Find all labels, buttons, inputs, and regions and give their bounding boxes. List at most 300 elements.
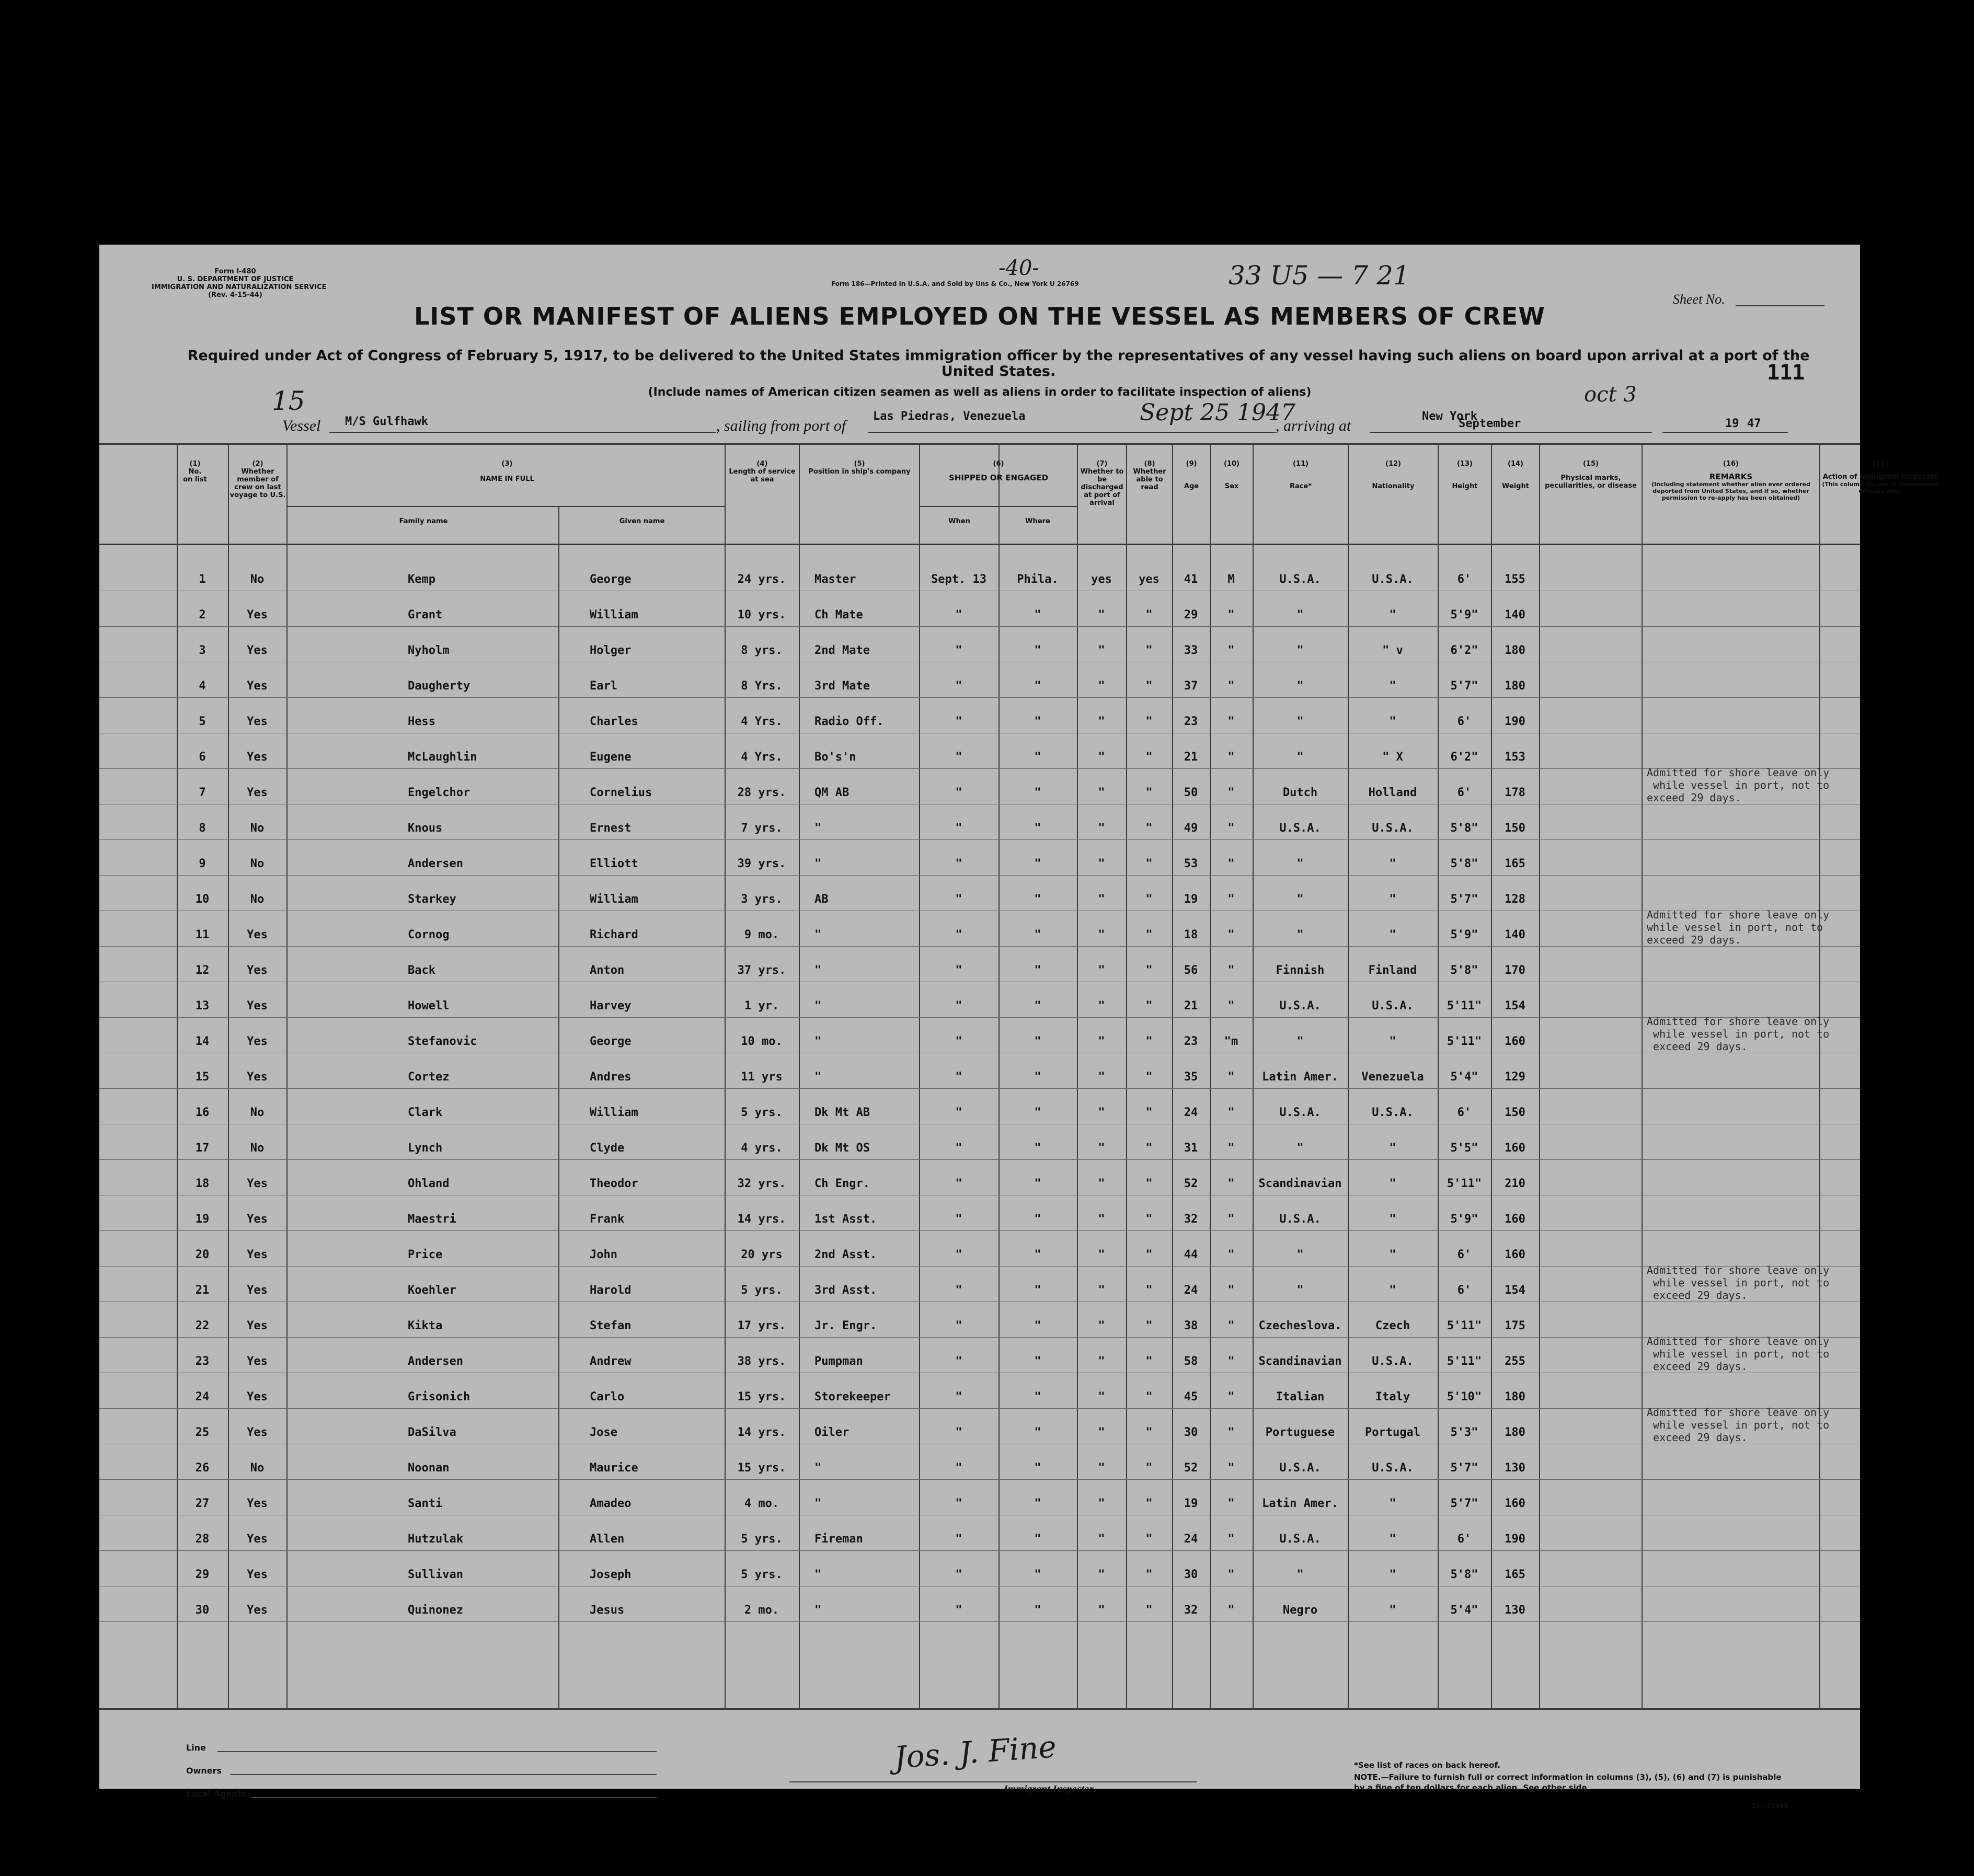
cell-disch: " (1098, 1604, 1105, 1617)
cell-weight: 175 (1505, 1319, 1525, 1332)
cell-weight: 190 (1505, 715, 1525, 728)
cell-position: Ch Mate (814, 608, 863, 622)
cell-sex: " (1227, 964, 1235, 977)
cell-read: " (1145, 1284, 1153, 1297)
cell-disch: " (1098, 893, 1105, 906)
cell-disch: " (1098, 1533, 1105, 1546)
cell-sex: " (1227, 1213, 1235, 1226)
cell-when: " (955, 857, 962, 870)
cell-disch: " (1098, 1284, 1105, 1297)
cell-height: 5'11" (1447, 1355, 1482, 1368)
cell-given: Jesus (590, 1604, 625, 1617)
cell-last: Yes (247, 1426, 268, 1439)
cell-last: Yes (247, 1568, 268, 1581)
cell-sex: " (1227, 680, 1235, 693)
col-9-header: (9) Age (1184, 460, 1199, 490)
cell-disch: " (1098, 928, 1105, 941)
cell-race: " (1296, 715, 1304, 728)
cell-nat: U.S.A. (1372, 1355, 1414, 1368)
cell-where: " (1034, 715, 1041, 728)
cell-last: Yes (247, 1604, 268, 1617)
cell-read: " (1145, 1355, 1153, 1368)
cell-service: 38 yrs. (737, 1355, 786, 1368)
cell-last: No (250, 893, 265, 906)
cell-disch: " (1098, 1035, 1105, 1048)
cell-nat: U.S.A. (1372, 1461, 1414, 1475)
cell-sex: "m (1224, 1035, 1238, 1048)
cell-nat: " (1389, 928, 1396, 941)
row-rule (99, 839, 1860, 840)
cell-age: 56 (1184, 964, 1198, 977)
cell-sex: " (1227, 1533, 1235, 1546)
cell-nat: Holland (1368, 786, 1417, 799)
cell-n: 9 (199, 857, 206, 870)
cell-where: " (1034, 1319, 1041, 1332)
cell-family: Clark (408, 1106, 443, 1119)
cell-disch: " (1098, 1071, 1105, 1084)
cell-weight: 160 (1505, 1213, 1525, 1226)
col-3b-header: Given name (619, 517, 665, 525)
cell-weight: 140 (1505, 608, 1525, 622)
cell-weight: 160 (1505, 1035, 1525, 1048)
table-top-rule (99, 443, 1860, 445)
cell-when: " (955, 1248, 962, 1261)
cell-position: 3rd Asst. (814, 1284, 877, 1297)
cell-age: 50 (1184, 786, 1198, 799)
cell-where: " (1034, 786, 1041, 799)
cell-service: 37 yrs. (737, 964, 786, 977)
cell-n: 15 (195, 1071, 210, 1084)
cell-n: 27 (195, 1497, 210, 1510)
cell-disch: " (1098, 786, 1105, 799)
cell-nat: " (1389, 715, 1396, 728)
row-rule (99, 1550, 1860, 1551)
cell-read: " (1145, 1248, 1153, 1261)
row-rule (99, 697, 1860, 698)
cell-where: " (1034, 1390, 1041, 1403)
cell-sex: " (1227, 1568, 1235, 1581)
cell-service: 4 mo. (744, 1497, 779, 1510)
cell-read: " (1145, 1497, 1153, 1510)
cell-weight: 178 (1505, 786, 1525, 799)
cell-n: 21 (195, 1284, 210, 1297)
remark-stamp: Admitted for shore leave only while vessel in port, not to exceed 29 days. (1647, 766, 1830, 804)
col-6a-header: When (948, 517, 970, 525)
cell-sex: " (1227, 1071, 1235, 1084)
cell-weight: 140 (1505, 928, 1525, 941)
cell-position: " (814, 928, 822, 941)
cell-read: " (1145, 1319, 1153, 1332)
cell-family: Knous (408, 822, 443, 835)
row-rule (99, 1408, 1860, 1409)
cell-disch: " (1098, 608, 1105, 622)
cell-n: 18 (195, 1177, 210, 1190)
cell-family: Lynch (408, 1142, 443, 1155)
cell-sex: " (1227, 1461, 1235, 1475)
cell-when: " (955, 822, 962, 835)
cell-disch: " (1098, 1355, 1105, 1368)
cell-position: " (814, 822, 822, 835)
cell-where: " (1034, 1426, 1041, 1439)
cell-age: 58 (1184, 1355, 1198, 1368)
cell-last: Yes (247, 680, 268, 693)
cell-read: " (1145, 857, 1153, 870)
cell-n: 24 (195, 1390, 210, 1403)
cell-age: 30 (1184, 1426, 1198, 1439)
cell-service: 11 yrs (741, 1071, 783, 1084)
cell-height: 5'8" (1450, 1568, 1478, 1581)
cell-when: " (955, 1071, 962, 1084)
cell-last: Yes (247, 1355, 268, 1368)
owners-label: Owners (186, 1766, 222, 1776)
agents-label: Local Agents (186, 1789, 247, 1799)
cell-disch: " (1098, 964, 1105, 977)
cell-position: 2nd Mate (814, 644, 870, 657)
col-17-header: (17) Action of Immigrant Inspector (This column for use of Government officials only) (1822, 460, 1939, 494)
cell-where: " (1034, 680, 1041, 693)
inspector-label: Immigrant Inspector. (1004, 1783, 1096, 1795)
cell-weight: 130 (1505, 1604, 1525, 1617)
cell-sex: " (1227, 751, 1235, 764)
row-rule (99, 1266, 1860, 1267)
cell-nat: U.S.A. (1372, 822, 1414, 835)
cell-service: 4 yrs. (741, 1142, 783, 1155)
cell-nat: " (1389, 893, 1396, 906)
vessel-label: Vessel (282, 417, 321, 434)
year-prefix: 19 (1725, 417, 1739, 430)
signature-line (789, 1781, 1197, 1782)
cell-height: 6'2" (1450, 644, 1478, 657)
cell-service: 39 yrs. (737, 857, 786, 870)
cell-last: Yes (247, 1213, 268, 1226)
cell-height: 5'4" (1450, 1071, 1478, 1084)
row-rule (99, 1621, 1860, 1622)
cell-given: Amadeo (590, 1497, 632, 1510)
row-rule (99, 1337, 1860, 1338)
cell-height: 6' (1457, 1106, 1472, 1119)
cell-given: William (590, 893, 638, 906)
cell-age: 24 (1184, 1106, 1198, 1119)
col-8-header: (8) Whether able to read (1133, 460, 1166, 491)
cell-race: " (1296, 893, 1304, 906)
cell-last: Yes (247, 1035, 268, 1048)
col-5-header: (5) Position in ship's company (808, 460, 911, 476)
cell-service: 14 yrs. (737, 1426, 786, 1439)
cell-race: Italian (1276, 1390, 1325, 1403)
cell-nat: " (1389, 1142, 1396, 1155)
cell-disch: yes (1091, 573, 1112, 586)
cell-n: 17 (195, 1142, 210, 1155)
cell-where: " (1034, 644, 1041, 657)
header-bottom-rule (99, 544, 1860, 545)
remark-stamp: Admitted for shore leave only while vessel in port, not to exceed 29 days. (1647, 1264, 1830, 1302)
cell-height: 5'8" (1450, 857, 1478, 870)
col-14-header: (14) Weight (1502, 460, 1529, 490)
cell-sex: " (1227, 644, 1235, 657)
cell-given: Clyde (590, 1142, 625, 1155)
cell-weight: 154 (1505, 1284, 1525, 1297)
cell-race: Scandinavian (1258, 1177, 1342, 1190)
cell-given: Allen (590, 1533, 625, 1546)
cell-nat: U.S.A. (1372, 573, 1414, 586)
cell-service: 15 yrs. (737, 1461, 786, 1475)
cell-when: " (955, 893, 962, 906)
col-1-header: (1) No. on list (183, 460, 207, 484)
cell-age: 21 (1184, 751, 1198, 764)
cell-last: Yes (247, 1319, 268, 1332)
sailing-label: , sailing from port of (716, 417, 846, 434)
row-rule (99, 1230, 1860, 1231)
cell-height: 6' (1457, 573, 1472, 586)
cell-read: " (1145, 608, 1153, 622)
cell-position: " (814, 857, 822, 870)
cell-sex: " (1227, 1426, 1235, 1439)
cell-race: Negro (1282, 1604, 1318, 1617)
cell-last: Yes (247, 608, 268, 622)
cell-nat: " (1389, 608, 1396, 622)
cell-sex: " (1227, 1106, 1235, 1119)
cell-height: 6'2" (1450, 751, 1478, 764)
cell-where: " (1034, 1213, 1041, 1226)
row-rule (99, 1088, 1860, 1089)
cell-sex: " (1227, 999, 1235, 1012)
cell-read: " (1145, 893, 1153, 906)
cell-disch: " (1098, 1390, 1105, 1403)
subtitle: Required under Act of Congress of February 5, 1917, to be delivered to the United States immigration officer by the representatives of any vessel having such aliens on board upon arrival at a port of the United States. (187, 348, 1810, 379)
cell-n: 13 (195, 999, 210, 1012)
cell-family: Kemp (408, 573, 435, 586)
cell-family: Noonan (408, 1461, 450, 1475)
cell-when: Sept. 13 (931, 573, 986, 586)
col-16-header: (16) REMARKS (Including statement whether alien ever ordered deported from United States, and if so, whether permission to re-apply has been obtained) (1651, 460, 1810, 501)
cell-service: 5 yrs. (741, 1533, 783, 1546)
arriving-label: , arriving at (1276, 417, 1351, 434)
cell-race: " (1296, 1248, 1304, 1261)
cell-last: Yes (247, 751, 268, 764)
cell-family: Sullivan (408, 1568, 463, 1581)
cell-race: " (1296, 644, 1304, 657)
cell-age: 52 (1184, 1177, 1198, 1190)
cell-read: " (1145, 822, 1153, 835)
cell-where: " (1034, 999, 1041, 1012)
cell-weight: 130 (1505, 1461, 1525, 1475)
cell-read: " (1145, 1106, 1153, 1119)
cell-weight: 255 (1505, 1355, 1525, 1368)
cell-family: Grant (408, 608, 443, 622)
cell-last: Yes (247, 999, 268, 1012)
cell-given: Elliott (590, 857, 638, 870)
cell-when: " (955, 786, 962, 799)
cell-read: " (1145, 999, 1153, 1012)
remark-stamp: Admitted for shore leave only while vessel in port, not to exceed 29 days. (1647, 1406, 1830, 1444)
cell-family: Cornog (408, 928, 450, 941)
cell-race: U.S.A. (1279, 1461, 1321, 1475)
inspector-signature: Jos. J. Fine (893, 1729, 1058, 1776)
cell-family: Nyholm (408, 644, 450, 657)
cell-given: Theodor (590, 1177, 638, 1190)
cell-race: " (1296, 1142, 1304, 1155)
cell-race: U.S.A. (1279, 1213, 1321, 1226)
cell-service: 5 yrs. (741, 1284, 783, 1297)
cell-given: Richard (590, 928, 638, 941)
cell-given: Charles (590, 715, 638, 728)
cell-family: Stefanovic (408, 1035, 477, 1048)
cell-disch: " (1098, 1497, 1105, 1510)
cell-where: " (1034, 1142, 1041, 1155)
cell-age: 49 (1184, 822, 1198, 835)
cell-height: 6' (1457, 1533, 1472, 1546)
cell-sex: " (1227, 1497, 1235, 1510)
col-3-split (288, 506, 725, 507)
cell-height: 5'11" (1447, 1319, 1482, 1332)
cell-age: 37 (1184, 680, 1198, 693)
cell-when: " (955, 1319, 962, 1332)
cell-when: " (955, 1461, 962, 1475)
cell-n: 29 (195, 1568, 210, 1581)
cell-service: 10 mo. (741, 1035, 783, 1048)
cell-disch: " (1098, 822, 1105, 835)
cell-race: Finnish (1276, 964, 1325, 977)
cell-where: " (1034, 608, 1041, 622)
cell-where: " (1034, 1106, 1041, 1119)
cell-service: 14 yrs. (737, 1213, 786, 1226)
cell-height: 5'7" (1450, 1497, 1478, 1510)
cell-age: 32 (1184, 1604, 1198, 1617)
cell-weight: 150 (1505, 1106, 1525, 1119)
cell-position: Jr. Engr. (814, 1319, 877, 1332)
cell-height: 5'11" (1447, 1035, 1482, 1048)
col-4-header: (4) Length of service at sea (729, 460, 796, 484)
cell-position: 2nd Asst. (814, 1248, 877, 1261)
cell-when: " (955, 1355, 962, 1368)
row-rule (99, 1017, 1860, 1018)
cell-n: 1 (199, 573, 206, 586)
cell-position: QM AB (814, 786, 850, 799)
cell-last: Yes (247, 644, 268, 657)
cell-sex: M (1227, 573, 1235, 586)
cell-where: " (1034, 1497, 1041, 1510)
cell-disch: " (1098, 1248, 1105, 1261)
cell-weight: 160 (1505, 1248, 1525, 1261)
col-11-header: (11) Race* (1289, 460, 1312, 490)
cell-race: " (1296, 928, 1304, 941)
handwritten-reference: 33 U5 — 7 21 (1229, 260, 1410, 291)
cell-disch: " (1098, 680, 1105, 693)
cell-height: 5'7" (1450, 1461, 1478, 1475)
cell-when: " (955, 608, 962, 622)
cell-sex: " (1227, 1390, 1235, 1403)
cell-read: " (1145, 1177, 1153, 1190)
cell-when: " (955, 1284, 962, 1297)
cell-n: 22 (195, 1319, 210, 1332)
cell-disch: " (1098, 644, 1105, 657)
cell-n: 26 (195, 1461, 210, 1475)
cell-height: 6' (1457, 786, 1472, 799)
handwritten-date: Sept 25 1947 (1140, 399, 1295, 426)
cell-given: Ernest (590, 822, 632, 835)
cell-sex: " (1227, 608, 1235, 622)
cell-disch: " (1098, 857, 1105, 870)
cell-n: 4 (199, 680, 206, 693)
cell-race: Czecheslova. (1258, 1319, 1342, 1332)
cell-weight: 190 (1505, 1533, 1525, 1546)
cell-where: " (1034, 928, 1041, 941)
cell-given: Harvey (590, 999, 632, 1012)
cell-when: " (955, 1035, 962, 1048)
cell-where: " (1034, 1568, 1041, 1581)
cell-disch: " (1098, 1142, 1105, 1155)
cell-service: 28 yrs. (737, 786, 786, 799)
cell-read: " (1145, 1604, 1153, 1617)
cell-n: 30 (195, 1604, 210, 1617)
cell-sex: " (1227, 893, 1235, 906)
cell-position: " (814, 1035, 822, 1048)
cell-read: " (1145, 1213, 1153, 1226)
cell-race: Latin Amer. (1262, 1497, 1338, 1510)
cell-given: Andres (590, 1071, 632, 1084)
cell-age: 19 (1184, 1497, 1198, 1510)
cell-given: William (590, 1106, 638, 1119)
row-rule (99, 1159, 1860, 1160)
cell-race: U.S.A. (1279, 1106, 1321, 1119)
cell-age: 23 (1184, 1035, 1198, 1048)
date-blank (1662, 432, 1788, 433)
vessel-name: M/S Gulfhawk (345, 415, 428, 428)
cell-service: 1 yr. (744, 999, 779, 1012)
cell-race: " (1296, 1035, 1304, 1048)
cell-age: 29 (1184, 608, 1198, 622)
cell-disch: " (1098, 1461, 1105, 1475)
cell-position: " (814, 964, 822, 977)
arrival-month: September (1459, 417, 1521, 430)
cell-sex: " (1227, 857, 1235, 870)
cell-when: " (955, 1390, 962, 1403)
cell-position: Dk Mt OS (814, 1142, 870, 1155)
cell-where: " (1034, 1035, 1041, 1048)
cell-n: 2 (199, 608, 206, 622)
cell-race: " (1296, 680, 1304, 693)
cell-read: " (1145, 680, 1153, 693)
cell-family: Engelchor (408, 786, 470, 799)
cell-height: 5'8" (1450, 822, 1478, 835)
cell-age: 35 (1184, 1071, 1198, 1084)
cell-when: " (955, 1213, 962, 1226)
cell-read: " (1145, 1035, 1153, 1048)
cell-disch: " (1098, 1568, 1105, 1581)
cell-age: 45 (1184, 1390, 1198, 1403)
family-given-rule (558, 506, 559, 1708)
cell-age: 44 (1184, 1248, 1198, 1261)
cell-nat: " (1389, 1533, 1396, 1546)
col-12-header: (12) Nationality (1372, 460, 1415, 490)
cell-disch: " (1098, 1213, 1105, 1226)
cell-age: 30 (1184, 1568, 1198, 1581)
cell-where: " (1034, 1604, 1041, 1617)
cell-position: Fireman (814, 1533, 863, 1546)
cell-last: No (250, 1142, 265, 1155)
cell-family: Andersen (408, 857, 463, 870)
cell-read: " (1145, 964, 1153, 977)
cell-service: 3 yrs. (741, 893, 783, 906)
cell-position: Master (814, 573, 856, 586)
cell-weight: 154 (1505, 999, 1525, 1012)
column-rule (286, 443, 288, 1708)
cell-family: Starkey (408, 893, 456, 906)
cell-sex: " (1227, 786, 1235, 799)
page-title: LIST OR MANIFEST OF ALIENS EMPLOYED ON THE VESSEL AS MEMBERS OF CREW (414, 302, 1545, 330)
cell-last: No (250, 822, 265, 835)
cell-last: Yes (247, 1497, 268, 1510)
